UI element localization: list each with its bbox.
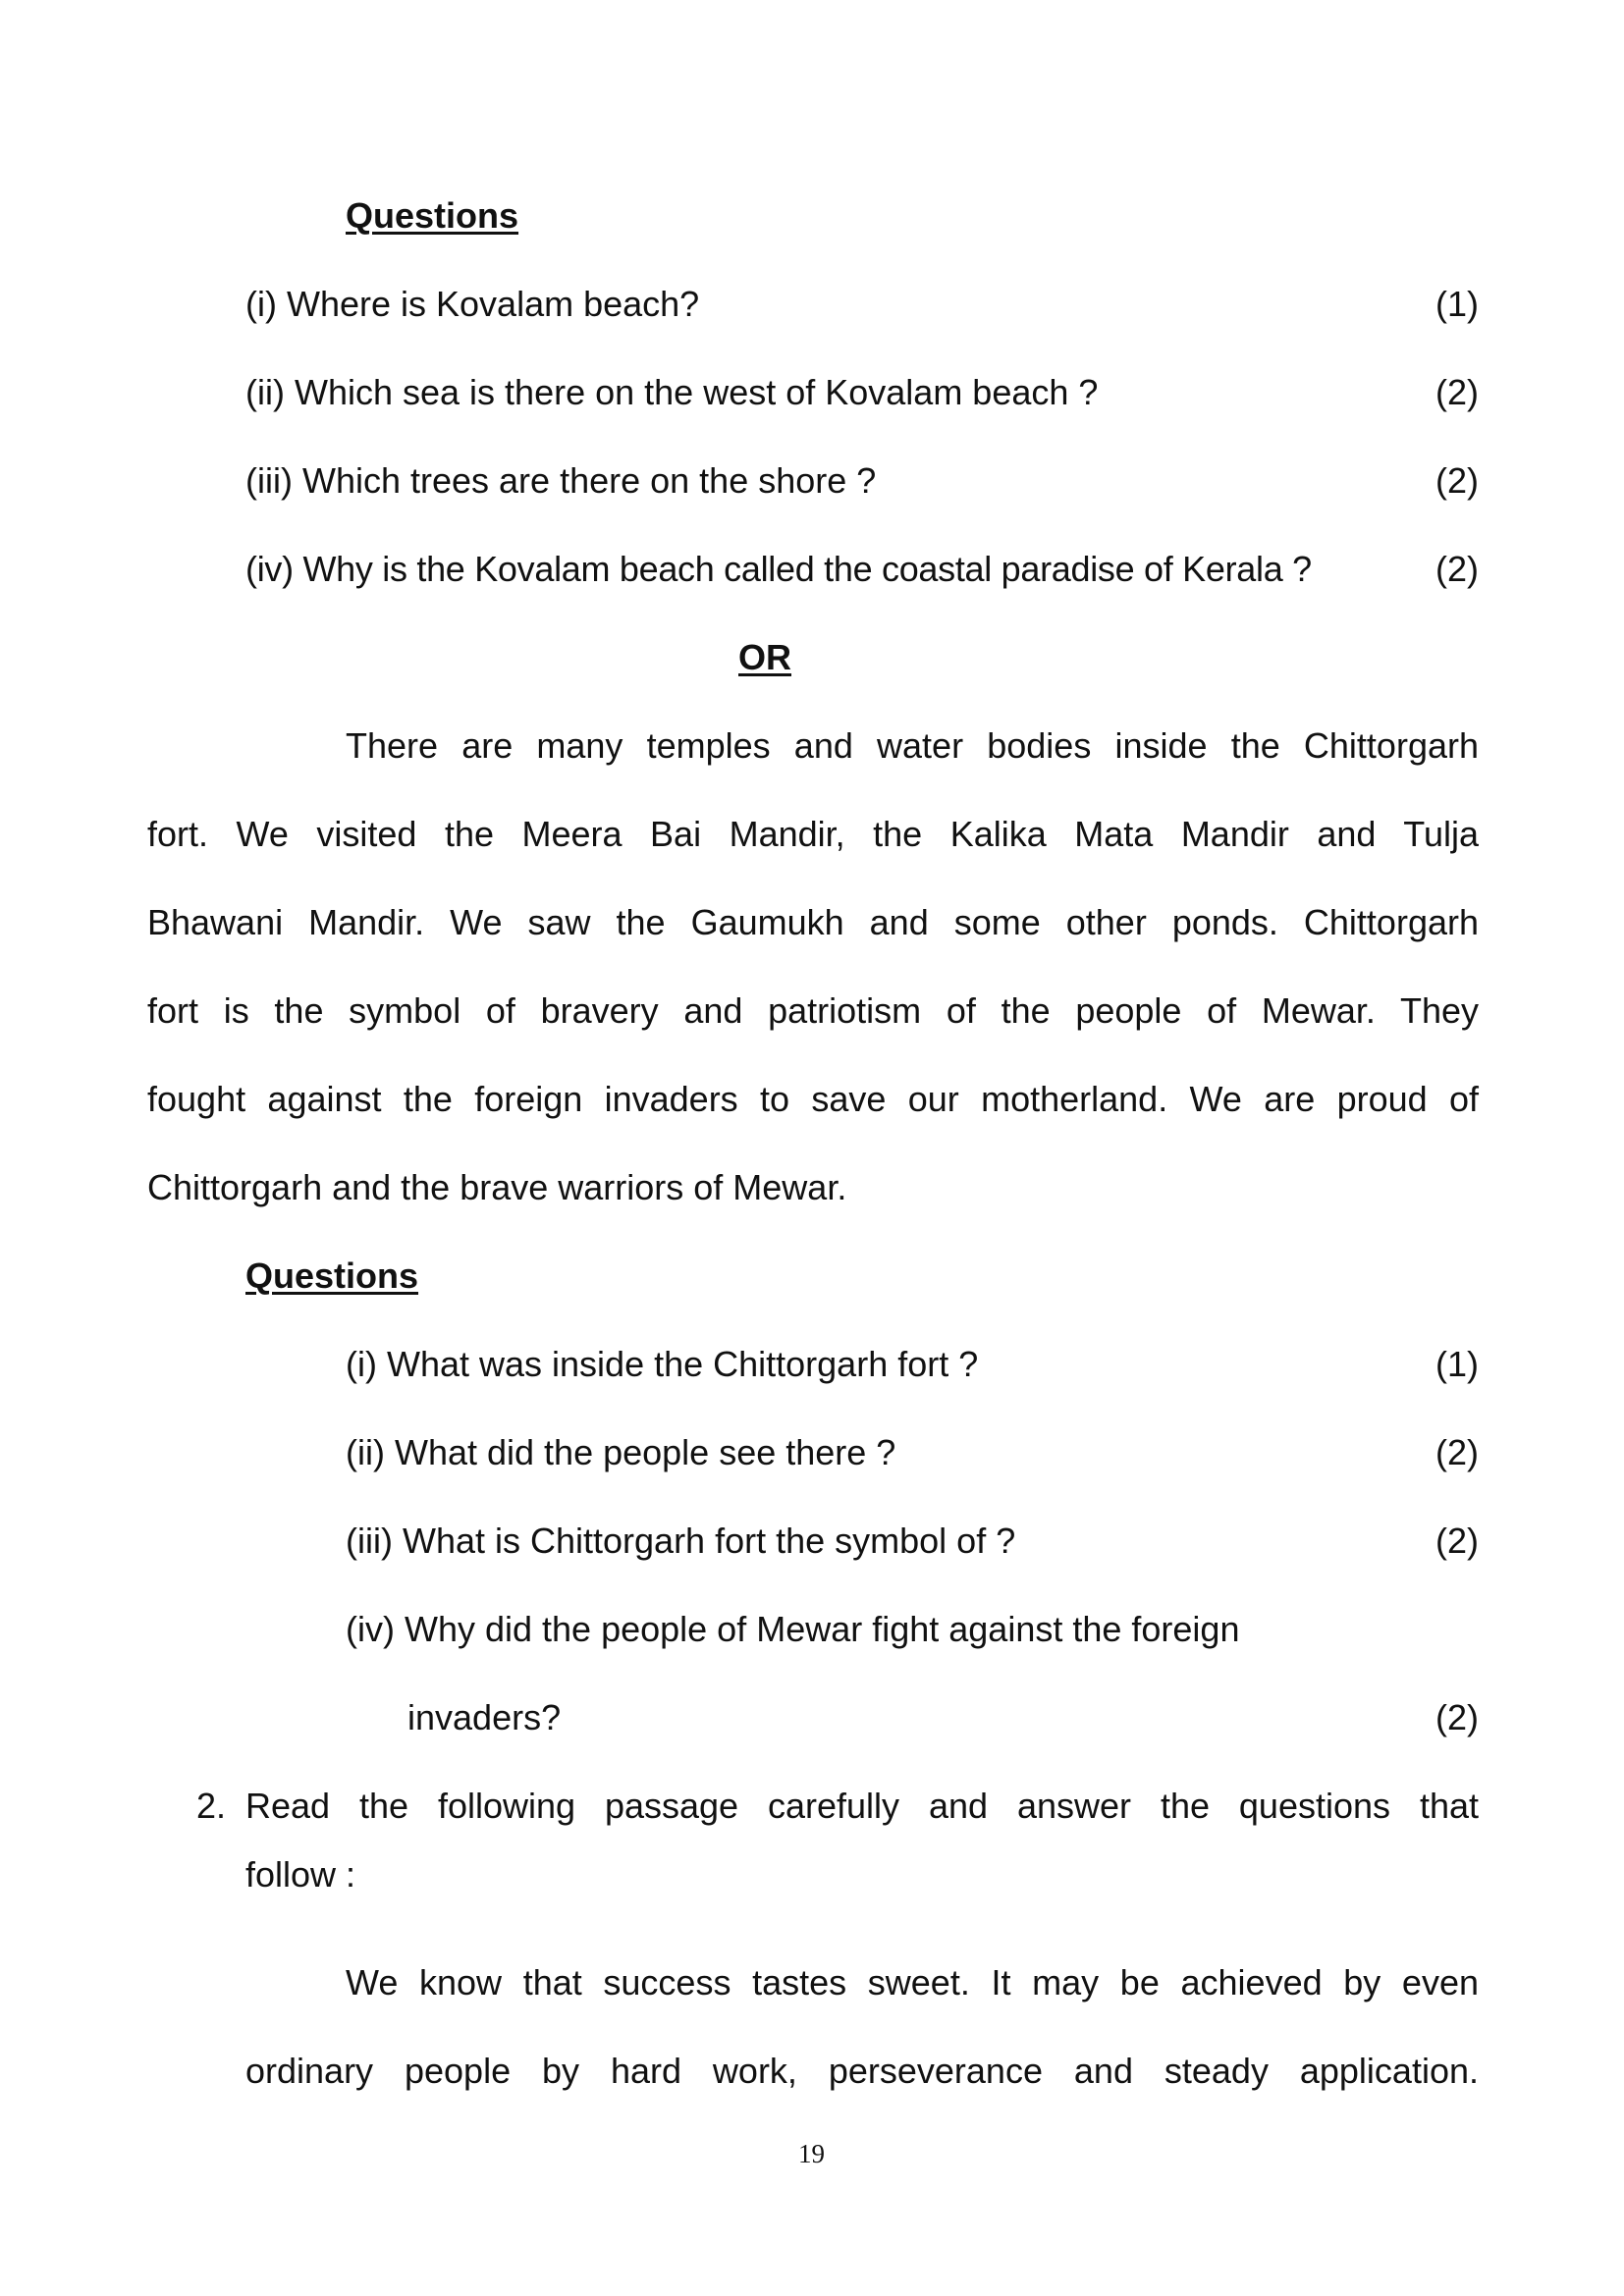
question-text: (iii) What is Chittorgarh fort the symbol of ?	[346, 1521, 1016, 1561]
page-number: 19	[798, 2139, 825, 2168]
question-marks: (2)	[1435, 549, 1479, 589]
question-number: 2.	[196, 1786, 227, 1826]
question-text-continuation: invaders?	[407, 1697, 562, 1737]
question-marks: (1)	[1435, 1344, 1479, 1384]
question-marks: (2)	[1435, 1521, 1479, 1561]
passage-line: Bhawani Mandir. We saw the Gaumukh and some other ponds. Chittorgarh	[147, 902, 1479, 942]
question-text: (i) Where is Kovalam beach?	[245, 284, 700, 324]
question-text: (ii) What did the people see there ?	[346, 1432, 896, 1472]
passage-line: fort is the symbol of bravery and patriotism of the people of Mewar. They	[147, 990, 1479, 1031]
passage-line: We know that success tastes sweet. It may be achieved by even	[346, 1962, 1479, 2002]
question-marks: (2)	[1435, 460, 1479, 501]
passage-line: Chittorgarh and the brave warriors of Mewar.	[147, 1167, 847, 1207]
question-text: (i) What was inside the Chittorgarh fort ?	[346, 1344, 979, 1384]
question-text: (iii) Which trees are there on the shore ?	[245, 460, 877, 501]
question-text: (iv) Why is the Kovalam beach called the coastal paradise of Kerala ?	[245, 549, 1312, 589]
passage-line: There are many temples and water bodies inside the Chittorgarh	[346, 725, 1479, 766]
question-marks: (2)	[1435, 1697, 1479, 1737]
question-marks: (2)	[1435, 1432, 1479, 1472]
question-text: (ii) Which sea is there on the west of Kovalam beach ?	[245, 372, 1099, 412]
question-text: (iv) Why did the people of Mewar fight against the foreign	[346, 1609, 1240, 1649]
question-marks: (2)	[1435, 372, 1479, 412]
passage-line: fought against the foreign invaders to save our motherland. We are proud of	[147, 1079, 1479, 1119]
questions-heading: Questions	[346, 195, 519, 236]
or-divider: OR	[738, 637, 791, 677]
question-marks: (1)	[1435, 284, 1479, 324]
instruction-text: follow :	[245, 1854, 356, 1895]
passage-line: ordinary people by hard work, perseverance and steady application.	[245, 2051, 1479, 2091]
questions-heading: Questions	[245, 1255, 419, 1296]
instruction-text: Read the following passage carefully and answer the questions that	[245, 1786, 1479, 1826]
passage-line: fort. We visited the Meera Bai Mandir, the Kalika Mata Mandir and Tulja	[147, 814, 1479, 854]
